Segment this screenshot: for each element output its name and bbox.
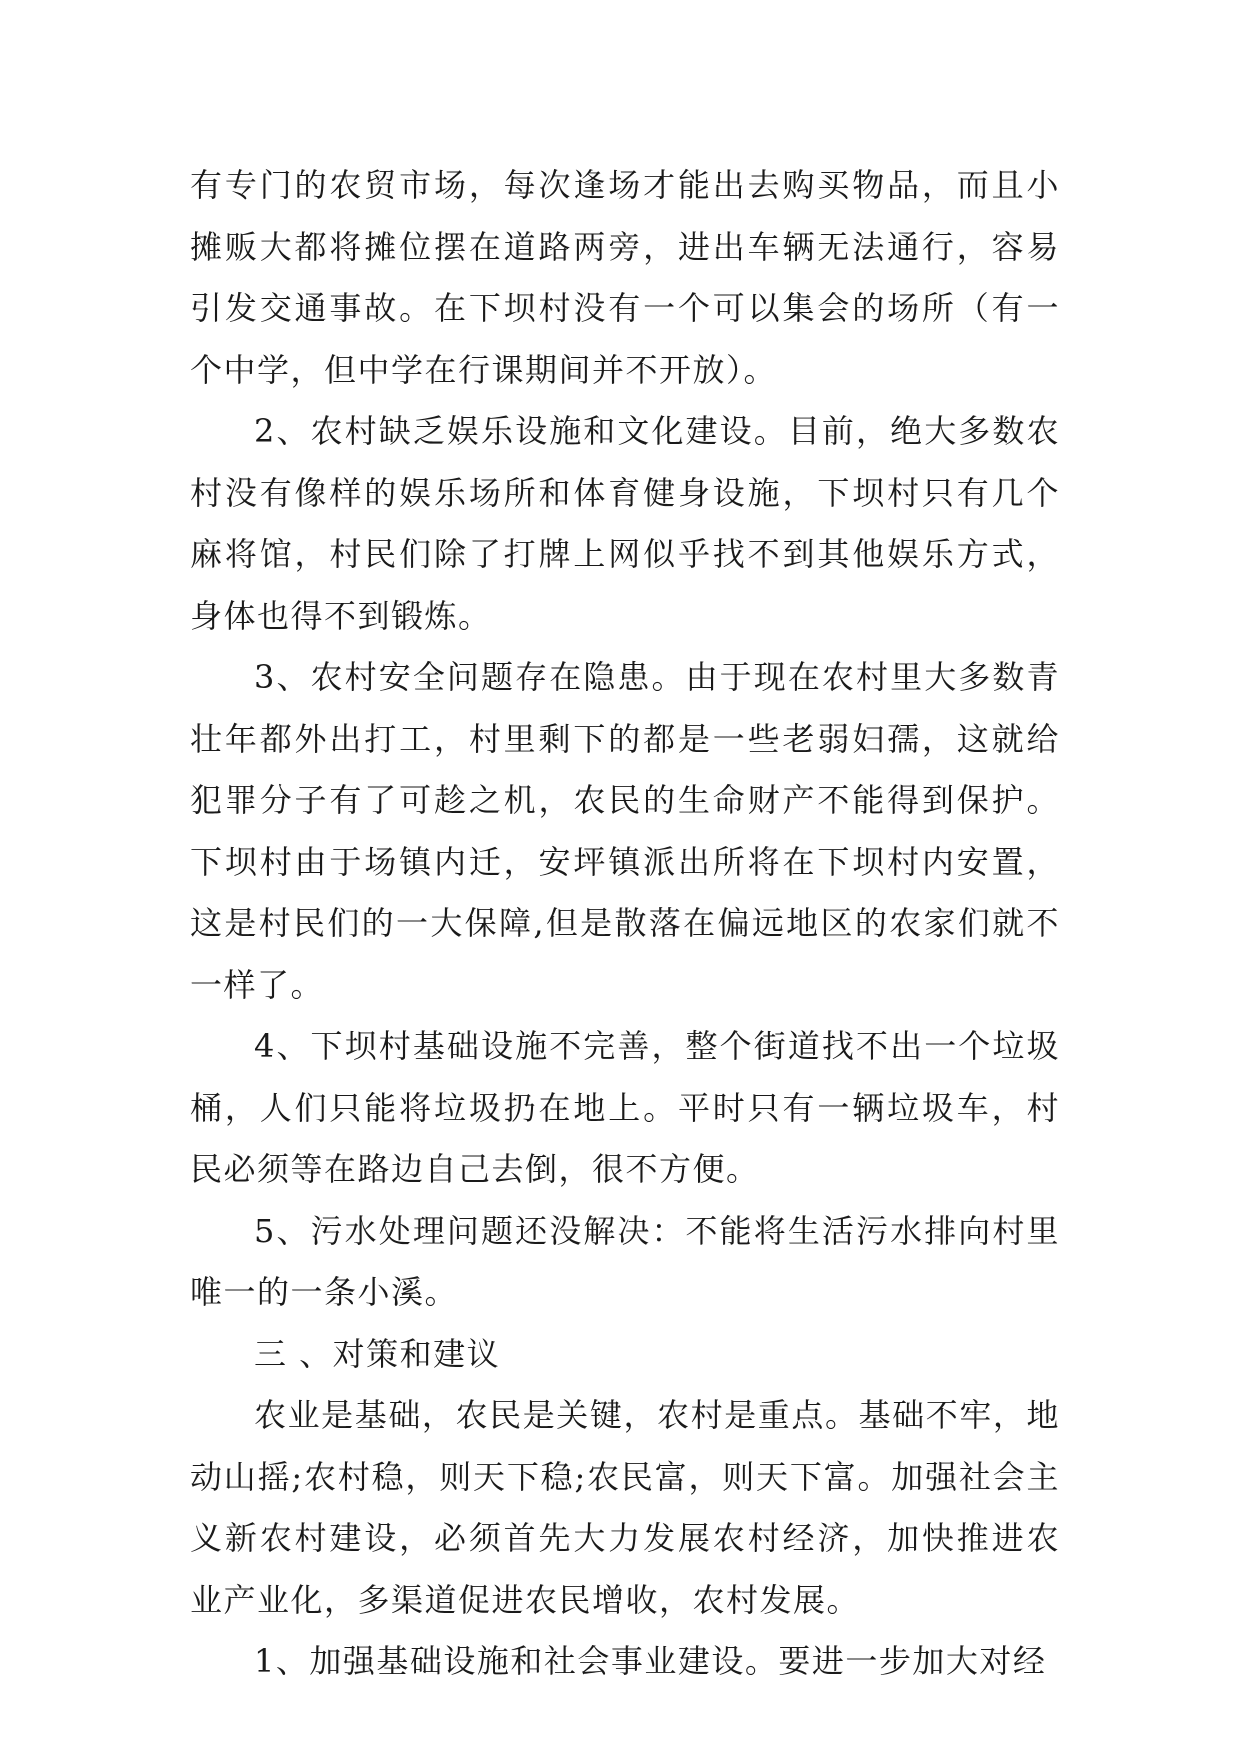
paragraph-strengthen-infrastructure: 1、加强基础设施和社会事业建设。要进一步加大对经 <box>254 1642 1047 1680</box>
paragraph-market-continuation: 有专门的农贸市场，每次逢场才能出去购买物品，而且小摊贩大都将摊位摆在道路两旁，进出车辆无法通行，容易引发交通事故。在下坝村没有一个可以集会的场所（有一个中学，但中学在行课期间并不开放）。 <box>190 166 1060 389</box>
paragraph-sewage: 5、污水处理问题还没解决：不能将生活污水排向村里唯一的一条小溪。 <box>190 1211 1060 1311</box>
paragraph-infrastructure: 4、下坝村基础设施不完善，整个街道找不出一个垃圾桶，人们只能将垃圾扔在地上。平时只有一辆垃圾车，村民必须等在路边自己去倒，很不方便。 <box>190 1027 1060 1188</box>
section-heading-countermeasures: 三 、对策和建议 <box>254 1334 501 1373</box>
paragraph-entertainment: 2、农村缺乏娱乐设施和文化建设。目前，绝大多数农村没有像样的娱乐场所和体育健身设施，下坝村只有几个麻将馆，村民们除了打牌上网似乎找不到其他娱乐方式，身体也得不到锻炼。 <box>190 412 1060 635</box>
paragraph-agriculture: 农业是基础，农民是关键，农村是重点。基础不牢，地动山摇;农村稳，则天下稳;农民富，则天下富。加强社会主义新农村建设，必须首先大力发展农村经济，加快推进农业产业化，多渠道促进农民增收，农村发展。 <box>190 1396 1060 1619</box>
paragraph-safety: 3、农村安全问题存在隐患。由于现在农村里大多数青壮年都外出打工，村里剩下的都是一些老弱妇孺，这就给犯罪分子有了可趁之机，农民的生命财产不能得到保护。下坝村由于场镇内迁，安坪镇派出所将在下坝村内安置，这是村民们的一大保障,但是散落在偏远地区的农家们就不一样了。 <box>190 658 1060 1004</box>
document-body <box>190 155 1060 1693</box>
